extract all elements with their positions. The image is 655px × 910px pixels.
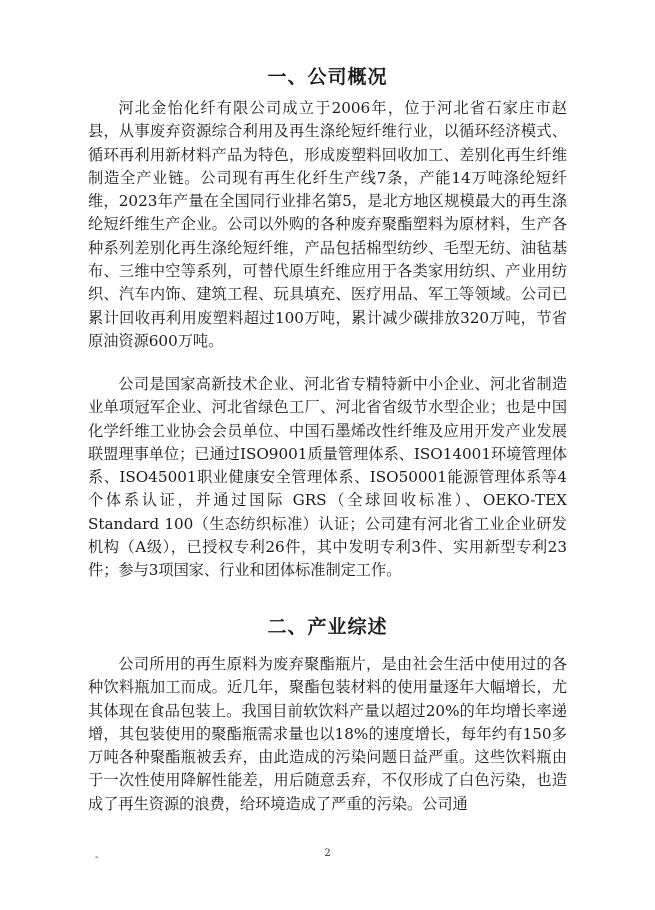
page-number: 2: [324, 848, 331, 859]
paragraph-company-intro: 河北金怡化纤有限公司成立于2006年，位于河北省石家庄市赵县，从事废弃资源综合利用及再生涤纶短纤维行业，以循环经济模式、循环再利用新材料产品为特色，形成废塑料回收加工、差别化再生纤维制造全产业链。公司现有再生化纤生产线7条，产能14万吨涤纶短纤维，2023年产量在全国同行业排名第5，是北方地区规模最大的再生涤纶短纤维生产企业。公司以外购的各种废弃聚酯塑料为原材料，生产各种系列差别化再生涤纶短纤维，产品包括棉型纺纱、毛型无纺、油毡基布、三维中空等系列，可替代原生纤维应用于各类家用纺织、产业用纺织、汽车内饰、建筑工程、玩具填充、医疗用品、军工等领域。公司已累计回收再利用废塑料超过100万吨，累计减少碳排放320万吨，节省原油资源600万吨。: [88, 99, 567, 350]
section-title-company-overview: 一、公司概况: [267, 66, 388, 88]
paragraph-industry-overview: 公司所用的再生原料为废弃聚酯瓶片，是由社会生活中使用过的各种饮料瓶加工而成。近几年，聚酯包装材料的使用量逐年大幅增长，尤其体现在食品包装上。我国目前软饮料产量以超过20%的年均增长率递增，其包装使用的聚酯瓶需求量也以18%的速度增长，每年约有150多万吨各种聚酯瓶被丢弃，由此造成的污染问题日益严重。这些饮料瓶由于一次性使用降解性能差，用后随意丢弃，不仅形成了白色污染，也造成了再生资源的浪费，给环境造成了严重的污染。公司通: [88, 655, 567, 813]
section-title-industry-overview: 二、产业综述: [267, 616, 388, 638]
footer-marker: -: [95, 852, 99, 863]
paragraph-company-credentials: 公司是国家高新技术企业、河北省专精特新中小企业、河北省制造业单项冠军企业、河北省绿色工厂、河北省省级节水型企业；也是中国化学纤维工业协会会员单位、中国石墨烯改性纤维及应用开发产业发展联盟理事单位；已通过ISO9001质量管理体系、ISO14001环境管理体系、ISO45001职业健康安全管理体系、ISO50001能源管理体系等4个体系认证，并通过国际 GRS（全球回收标准）、OEKO-TEX Standard 100（生态纺织标准）认证；公司建有河北省工业企业研发机构（A级），已授权专利26件，其中发明专利3件、实用新型专利23件；参与3项国家、行业和团体标准制定工作。: [88, 375, 567, 580]
